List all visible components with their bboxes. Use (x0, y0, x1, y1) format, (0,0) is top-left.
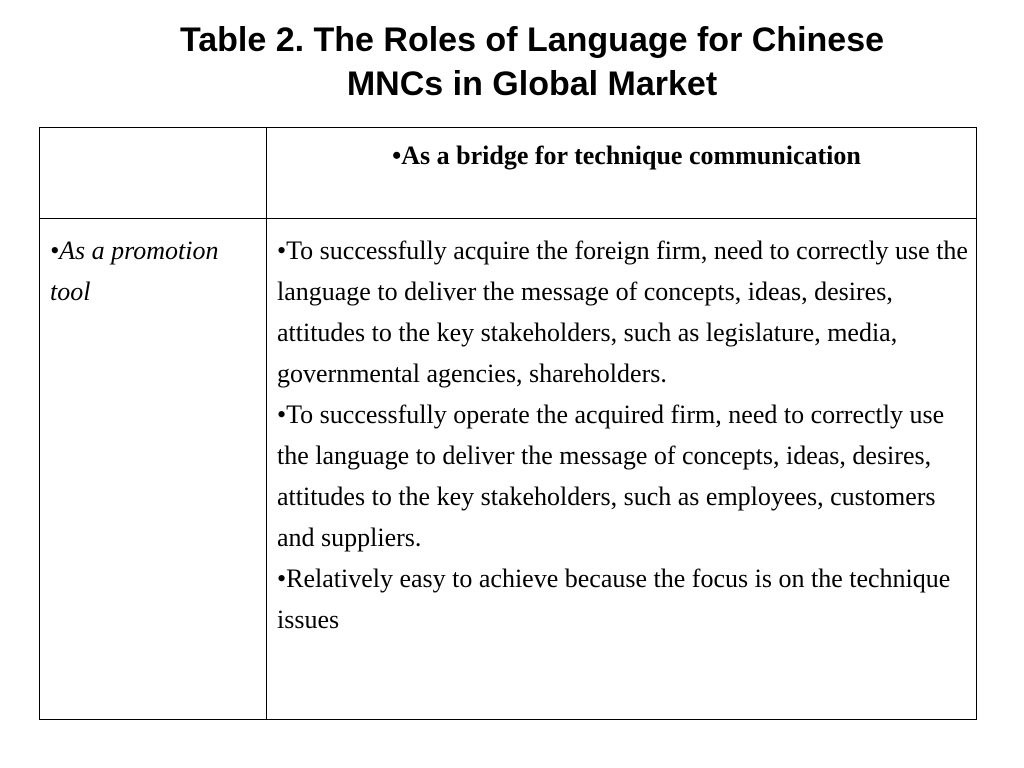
bullet-acquire-firm: •To successfully acquire the foreign firm, need to correctly use the language to deliver the message of concepts, ideas, desires, attitudes to the key stakeholders, such as legislature, media, governmental agencies, shareholders. (277, 236, 968, 388)
table-header-row (40, 128, 977, 219)
bullet-list (267, 219, 976, 640)
bullet-easy-to-achieve: •Relatively easy to achieve because the focus is on the technique issues (277, 564, 951, 634)
header-cell-empty (40, 128, 267, 219)
roles-table (39, 127, 977, 720)
table-row (40, 219, 977, 720)
title-line-2: MNCs in Global Market (346, 65, 718, 103)
slide-title (0, 18, 1024, 106)
bullet-operate-firm: •To successfully operate the acquired firm, need to correctly use the language to deliver the message of concepts, ideas, desires, attitudes to the key stakeholders, such as employees, customers and suppliers. (277, 400, 945, 552)
header-col2-text: •As a bridge for technique communication (392, 141, 861, 170)
row-label-cell (40, 219, 267, 720)
row-label-promotion-tool: •As a promotion tool (50, 236, 219, 306)
title-line-1: Table 2. The Roles of Language for Chinese (179, 21, 885, 59)
row-content-cell (267, 219, 977, 720)
header-cell-bridge (267, 128, 977, 219)
